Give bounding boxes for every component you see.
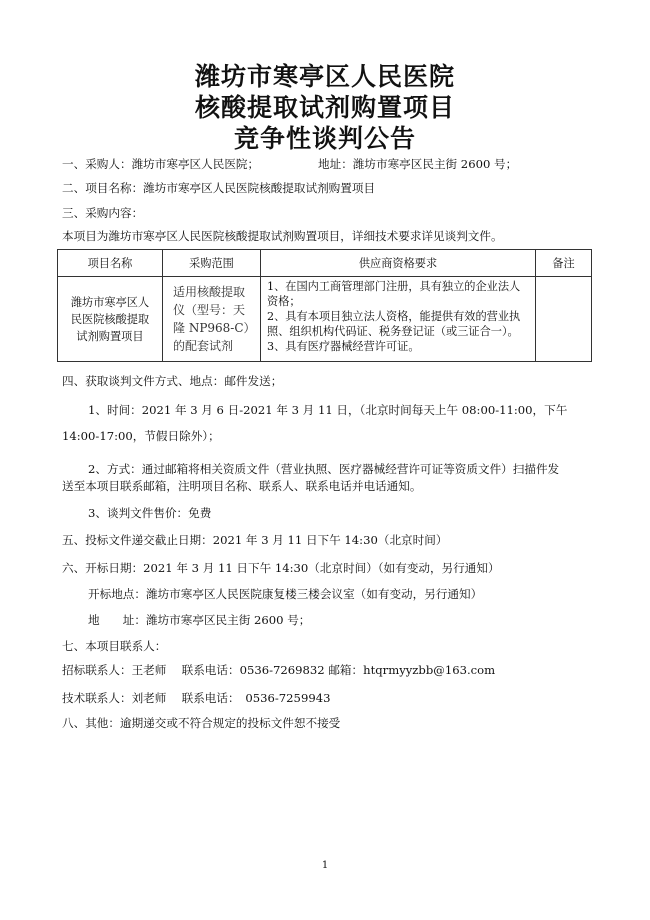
bid-contact-line: 招标联系人：王老师 联系电话：0536-7269832 邮箱：htqrmyyzbb@163.com — [62, 663, 496, 677]
section4-price: 3、谈判文件售价：免费 — [88, 506, 212, 520]
project-name-line: 二、项目名称：潍坊市寒亭区人民医院核酸提取试剂购置项目 — [62, 181, 376, 195]
tech-contact-line: 技术联系人：刘老师 联系电话： 0536-7259943 — [62, 691, 331, 705]
header-project-name: 项目名称 — [58, 250, 163, 277]
cell-scope: 适用核酸提取 仪（型号：天 隆 NP968-C） 的配套试剂 — [163, 277, 261, 362]
table-row — [58, 277, 592, 362]
requirements-table — [57, 249, 592, 362]
section8-other: 八、其他：逾期递交或不符合规定的投标文件恕不接受 — [62, 716, 341, 730]
table-header-row — [58, 250, 592, 277]
section4-method-line1: 2、方式：通过邮箱将相关资质文件（营业执照、医疗器械经营许可证等资质文件）扫描件发 — [88, 462, 560, 476]
section5-deadline: 五、投标文件递交截止日期：2021 年 3 月 11 日下午 14:30（北京时间） — [62, 533, 448, 547]
page-number: 1 — [321, 860, 329, 871]
section6-date: 六、开标日期：2021 年 3 月 11 日下午 14:30（北京时间）（如有变动，另行通知） — [62, 561, 500, 575]
section4-time-line2: 14:00-17:00，节假日除外）； — [62, 429, 220, 443]
purchaser-line: 一、采购人：潍坊市寒亭区人民医院； — [62, 157, 260, 171]
section4-heading: 四、获取谈判文件方式、地点：邮件发送； — [62, 374, 283, 388]
title-line-2: 核酸提取试剂购置项目 — [194, 93, 455, 122]
purchaser-address: 地址：潍坊市寒亭区民主街 2600 号； — [318, 157, 518, 171]
title-line-1: 潍坊市寒亭区人民医院 — [194, 62, 455, 91]
cell-project-name: 潍坊市寒亭区人 民医院核酸提取 试剂购置项目 — [58, 277, 163, 362]
section7-heading: 七、本项目联系人： — [62, 639, 167, 653]
header-qualification: 供应商资格要求 — [261, 250, 536, 277]
content-description: 本项目为潍坊市寒亭区人民医院核酸提取试剂购置项目，详细技术要求详见谈判文件。 — [62, 229, 503, 243]
cell-qualification: 1、在国内工商管理部门注册，具有独立的企业法人 资格； 2、具有本项目独立法人资格，能提供有效的营业执 照、组织机构代码证、税务登记证（或三证合一）。 3、具有医疗器械经营许可证。 — [261, 277, 536, 362]
title-line-3: 竞争性谈判公告 — [233, 124, 416, 153]
header-remark: 备注 — [536, 250, 592, 277]
content-heading: 三、采购内容： — [62, 206, 144, 220]
cell-remark — [536, 277, 592, 362]
header-scope: 采购范围 — [163, 250, 261, 277]
section6-place: 开标地点：潍坊市寒亭区人民医院康复楼三楼会议室（如有变动，另行通知） — [88, 587, 483, 601]
section4-time-line1: 1、时间：2021 年 3 月 6 日-2021 年 3 月 11 日，（北京时间每天上午 08:00-11:00，下午 — [88, 403, 568, 417]
section4-method-line2: 送至本项目联系邮箱，注明项目名称、联系人、联系电话并电话通知。 — [62, 479, 422, 493]
section6-address: 地 址：潍坊市寒亭区民主街 2600 号； — [88, 613, 311, 627]
